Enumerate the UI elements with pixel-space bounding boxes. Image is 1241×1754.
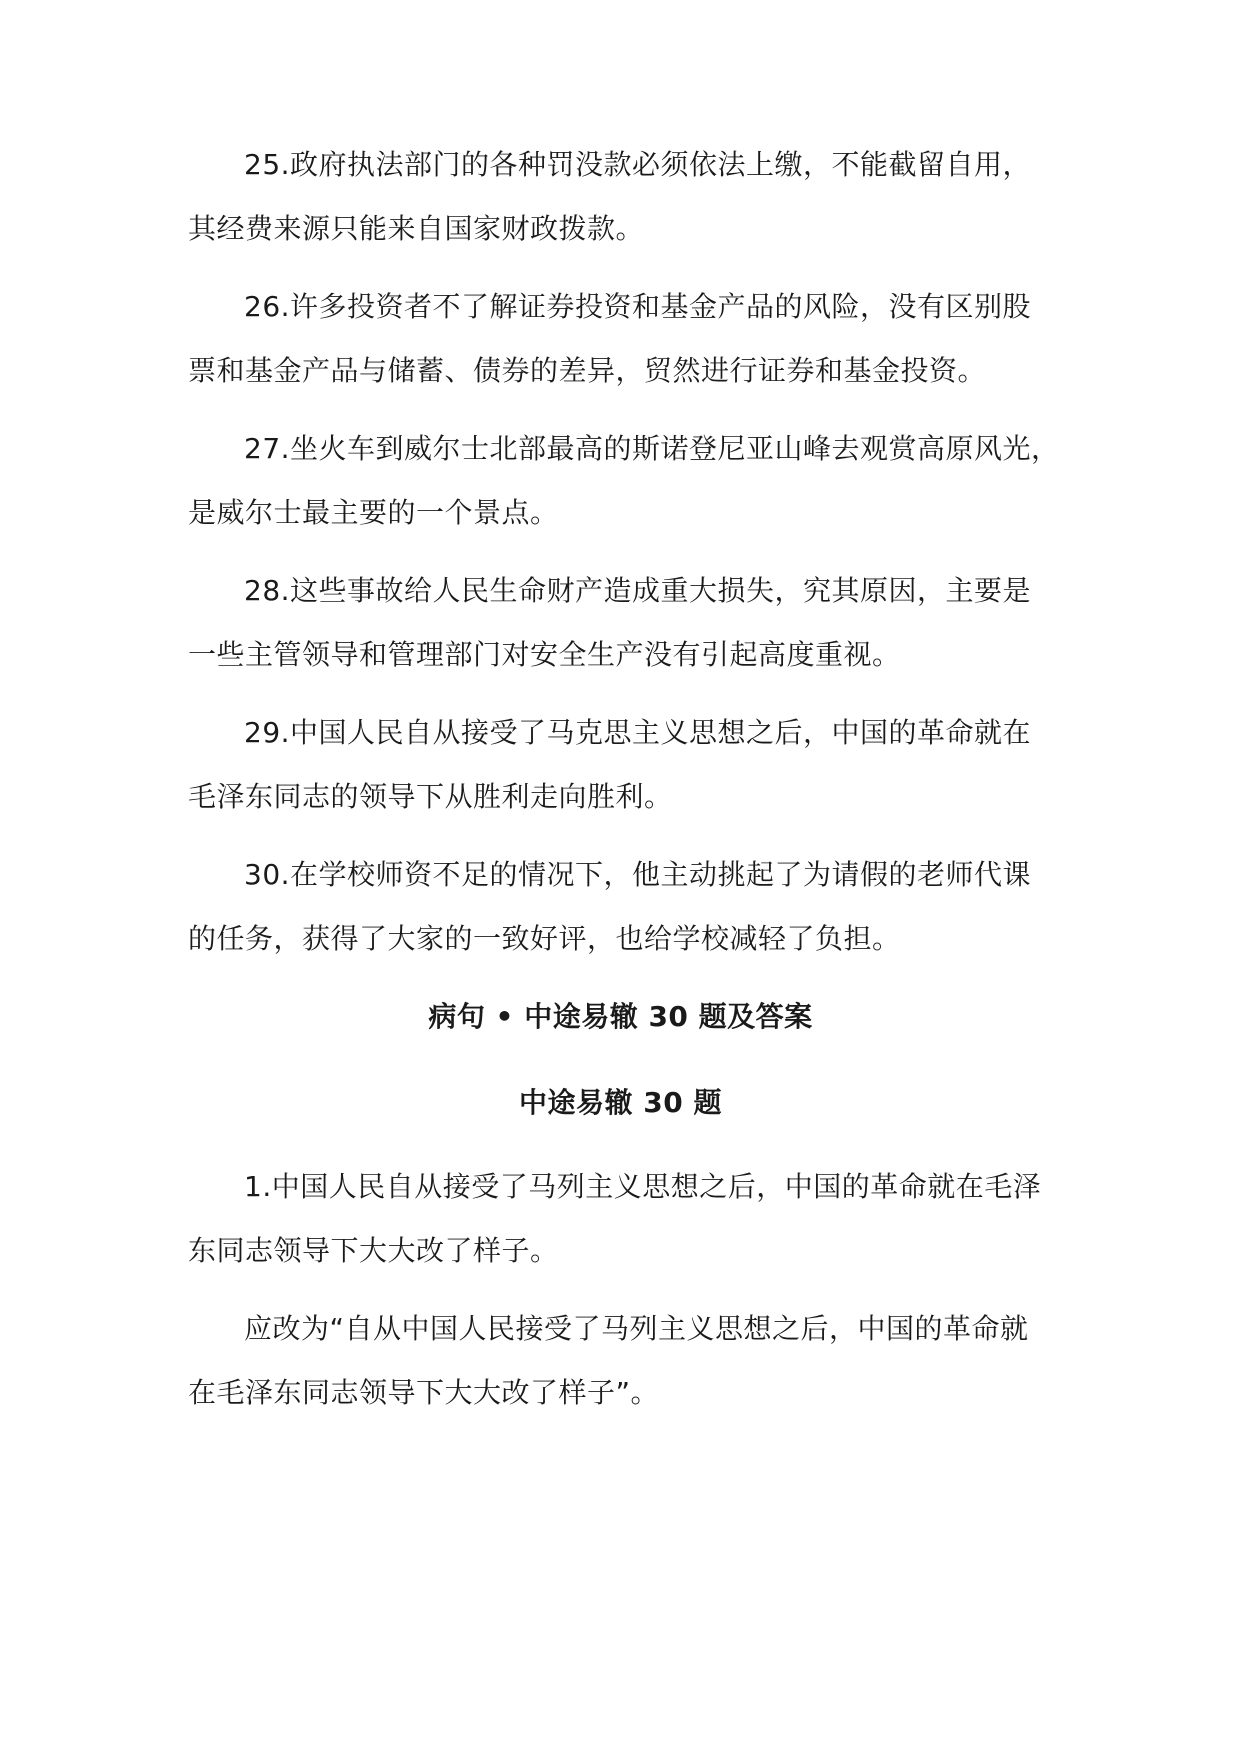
question-28: [188, 559, 1068, 687]
question-26-line-1: 26.许多投资者不了解证券投资和基金产品的风险，没有区别股: [244, 290, 1032, 323]
question-29: [188, 701, 1068, 829]
answer-1-question: [188, 1155, 1068, 1283]
answer-1-correction: [188, 1297, 1068, 1425]
answer-1-question-line-2: 东同志领导下大大改了样子。: [188, 1234, 559, 1267]
question-25-line-1: 25.政府执法部门的各种罚没款必须依法上缴，不能截留自用，: [244, 148, 1032, 181]
question-27-line-1: 27.坐火车到威尔士北部最高的斯诺登尼亚山峰去观赏高原风光，: [244, 432, 1060, 465]
question-29-line-2: 毛泽东同志的领导下从胜利走向胜利。: [188, 780, 673, 813]
question-26-line-2: 票和基金产品与储蓄、债券的差异，贸然进行证券和基金投资。: [188, 354, 987, 387]
section-title: 病句 • 中途易辙 30 题及答案: [428, 1000, 813, 1033]
answer-1-question-line-1: 1.中国人民自从接受了马列主义思想之后，中国的革命就在毛泽: [244, 1170, 1042, 1203]
question-25: [188, 133, 1068, 261]
question-29-line-1: 29.中国人民自从接受了马克思主义思想之后，中国的革命就在: [244, 716, 1032, 749]
question-27-line-2: 是威尔士最主要的一个景点。: [188, 496, 559, 529]
question-30: [188, 843, 1068, 971]
question-28-line-1: 28.这些事故给人民生命财产造成重大损失，究其原因，主要是: [244, 574, 1032, 607]
question-25-line-2: 其经费来源只能来自国家财政拨款。: [188, 212, 645, 245]
subsection-title: 中途易辙 30 题: [519, 1086, 722, 1119]
question-27: [188, 417, 1068, 545]
question-30-line-1: 30.在学校师资不足的情况下，他主动挑起了为请假的老师代课: [244, 858, 1032, 891]
question-28-line-2: 一些主管领导和管理部门对安全生产没有引起高度重视。: [188, 638, 901, 671]
question-26: [188, 275, 1068, 403]
question-30-line-2: 的任务，获得了大家的一致好评，也给学校减轻了负担。: [188, 922, 901, 955]
answer-1-correction-line-1: 应改为“自从中国人民接受了马列主义思想之后，中国的革命就: [244, 1312, 1029, 1345]
answer-1-correction-line-2: 在毛泽东同志领导下大大改了样子”。: [188, 1376, 660, 1409]
